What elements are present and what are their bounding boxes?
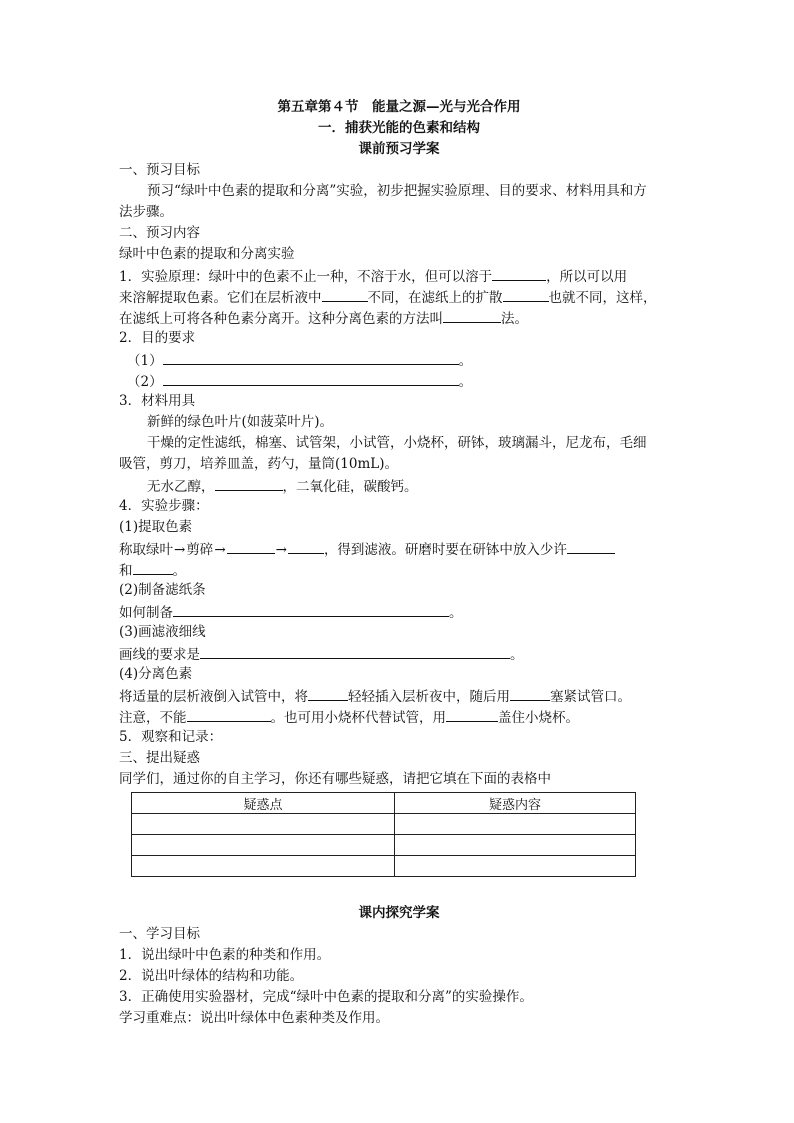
- blank-step1-d[interactable]: [133, 559, 173, 575]
- blank-solvent[interactable]: [492, 265, 546, 281]
- blank-step4-b[interactable]: [510, 685, 550, 701]
- blank-solubility[interactable]: [322, 286, 368, 302]
- purpose-item-2-label: （2）: [127, 374, 163, 390]
- step4-text-d: 注意，不能: [119, 710, 187, 726]
- principle-text-c1: 在滤纸上可将各种色素分离开。这种分离色素的方法叫: [119, 311, 443, 327]
- experiment-title: 绿叶中色素的提取和分离实验: [119, 246, 295, 262]
- doubt-heading: 三、提出疑惑: [119, 750, 200, 766]
- principle-text-b2: 不同，在滤纸上的扩散: [367, 290, 503, 306]
- principle-text-c2: 法。: [501, 311, 528, 327]
- doubt-table: [131, 792, 636, 877]
- step4-text-f: 盖住小烧杯。: [498, 710, 579, 726]
- doubt-intro: 同学们，通过你的自主学习，你还有哪些疑惑，请把它填在下面的表格中: [119, 771, 551, 787]
- doubt-table-header-point: 疑惑点: [132, 793, 395, 814]
- materials-line4: [119, 475, 679, 496]
- doubt-content-cell[interactable]: [395, 856, 636, 877]
- step4-line2: [119, 706, 679, 727]
- materials-line2: 干燥的定性滤纸，棉塞、试管架，小试管，小烧杯，研钵，玻璃漏斗，尼龙布，毛细: [147, 435, 647, 451]
- blank-step4-c[interactable]: [187, 706, 271, 722]
- section-spacer: [119, 879, 679, 903]
- step2-text-a: 如何制备: [119, 605, 173, 621]
- preview-goal-line1: 预习“绿叶中色素的提取和分离”实验，初步把握实验原理、目的要求、材料用具和方: [147, 183, 647, 199]
- materials-text-4b: ，二氧化硅，碳酸钙。: [282, 479, 418, 495]
- step3-text-a: 画线的要求是: [119, 647, 200, 663]
- step1-title: (1)提取色素: [119, 519, 193, 535]
- doubt-content-cell[interactable]: [395, 814, 636, 835]
- preview-content-heading: 二、预习内容: [119, 225, 200, 241]
- doubt-table-header-row: [132, 793, 636, 814]
- arrow-icon: →: [174, 542, 186, 558]
- step3-title: (3)画滤液细线: [119, 624, 206, 640]
- doubt-point-cell[interactable]: [132, 814, 395, 835]
- blank-step2[interactable]: [173, 601, 449, 617]
- step1-text-e: 。: [172, 563, 186, 579]
- blank-purpose-1[interactable]: [163, 349, 459, 365]
- doubt-table-header-content: 疑惑内容: [395, 793, 636, 814]
- step2-line: [119, 601, 679, 622]
- preview-goal-heading: 一、预习目标: [119, 162, 200, 178]
- blank-step3[interactable]: [200, 643, 510, 659]
- purpose-heading: 2．目的要求: [119, 330, 196, 346]
- inclass-key-points: 学习重难点：说出叶绿体中色素种类及作用。: [119, 1010, 389, 1026]
- principle-line2: [119, 286, 679, 307]
- principle-line3: [119, 307, 679, 328]
- step4-text-a: 将适量的层析液倒入试管中，将: [119, 689, 308, 705]
- steps-heading: 4．实验步骤：: [119, 498, 209, 514]
- step4-text-e: 。也可用小烧杯代替试管，用: [270, 710, 446, 726]
- preview-section-title: 课前预习学案: [358, 141, 440, 157]
- step1-text-a: 称取绿叶: [119, 542, 173, 558]
- principle-text-a1: 1．实验原理：绿叶中的色素不止一种，不溶于水，但可以溶于: [119, 269, 493, 285]
- observe-heading: 5．观察和记录：: [119, 729, 223, 745]
- purpose-item-1: [119, 349, 679, 370]
- arrow-icon: →: [214, 542, 226, 558]
- blank-step4-d[interactable]: [446, 706, 498, 722]
- inclass-section-title: 课内探究学案: [358, 905, 440, 921]
- inclass-goal-3: 3．正确使用实验器材，完成“绿叶中色素的提取和分离”的实验操作。: [119, 989, 533, 1005]
- table-row: [132, 814, 636, 835]
- materials-text-4a: 无水乙醇，: [147, 479, 215, 495]
- document-content: [119, 97, 679, 1029]
- materials-line3: 吸管，剪刀，培养皿盖，药勺，量筒(10mL)。: [119, 456, 398, 472]
- step4-line1: [119, 685, 679, 706]
- step2-text-b: 。: [449, 605, 463, 621]
- doubt-content-cell[interactable]: [395, 835, 636, 856]
- step1-text-c: ，得到滤液。研磨时要在研钵中放入少许: [323, 542, 567, 558]
- blank-step1-a[interactable]: [227, 538, 275, 554]
- step4-text-b: 轻轻插入层析夜中，随后用: [348, 689, 510, 705]
- inclass-goal-2: 2．说出叶绿体的结构和功能。: [119, 968, 304, 984]
- purpose-item-2-end: 。: [458, 374, 473, 390]
- materials-line1: 新鲜的绿色叶片(如菠菜叶片)。: [147, 414, 334, 430]
- step1-line2: [119, 559, 679, 580]
- step3-line: [119, 643, 679, 664]
- step1-text-d: 和: [119, 563, 133, 579]
- principle-text-b1: 来溶解提取色素。它们在层析液中: [119, 290, 322, 306]
- table-row: [132, 835, 636, 856]
- blank-purpose-2[interactable]: [163, 370, 459, 386]
- blank-step4-a[interactable]: [308, 685, 348, 701]
- step1-line1: [119, 538, 679, 559]
- doubt-point-cell[interactable]: [132, 835, 395, 856]
- step4-title: (4)分离色素: [119, 666, 193, 682]
- step1-text-b: 剪碎: [186, 542, 214, 558]
- blank-step1-b[interactable]: [288, 538, 324, 554]
- blank-method[interactable]: [443, 307, 501, 323]
- blank-materials[interactable]: [215, 475, 283, 491]
- chapter-title: 第五章第４节 能量之源—光与光合作用: [277, 99, 521, 115]
- blank-diffusion[interactable]: [503, 286, 549, 302]
- inclass-goal-heading: 一、学习目标: [119, 926, 200, 942]
- materials-heading: 3．材料用具: [119, 393, 196, 409]
- doubt-point-cell[interactable]: [132, 856, 395, 877]
- lesson-subtitle: 一．捕获光能的色素和结构: [318, 120, 480, 136]
- step2-title: (2)制备滤纸条: [119, 582, 206, 598]
- purpose-item-1-label: （1）: [127, 353, 163, 369]
- blank-step1-c[interactable]: [567, 538, 615, 554]
- principle-line1: [119, 265, 679, 286]
- step3-text-b: 。: [510, 647, 524, 663]
- inclass-goal-1: 1．说出绿叶中色素的种类和作用。: [119, 947, 331, 963]
- principle-text-b3: 也就不同，这样，: [548, 290, 657, 306]
- table-row: [132, 856, 636, 877]
- purpose-item-2: [119, 370, 679, 391]
- preview-goal-line2: 法步骤。: [119, 204, 173, 220]
- step4-text-c: 塞紧试管口。: [550, 689, 631, 705]
- arrow-icon: →: [275, 542, 287, 558]
- purpose-item-1-end: 。: [458, 353, 473, 369]
- principle-text-a2: ，所以可以用: [546, 269, 628, 285]
